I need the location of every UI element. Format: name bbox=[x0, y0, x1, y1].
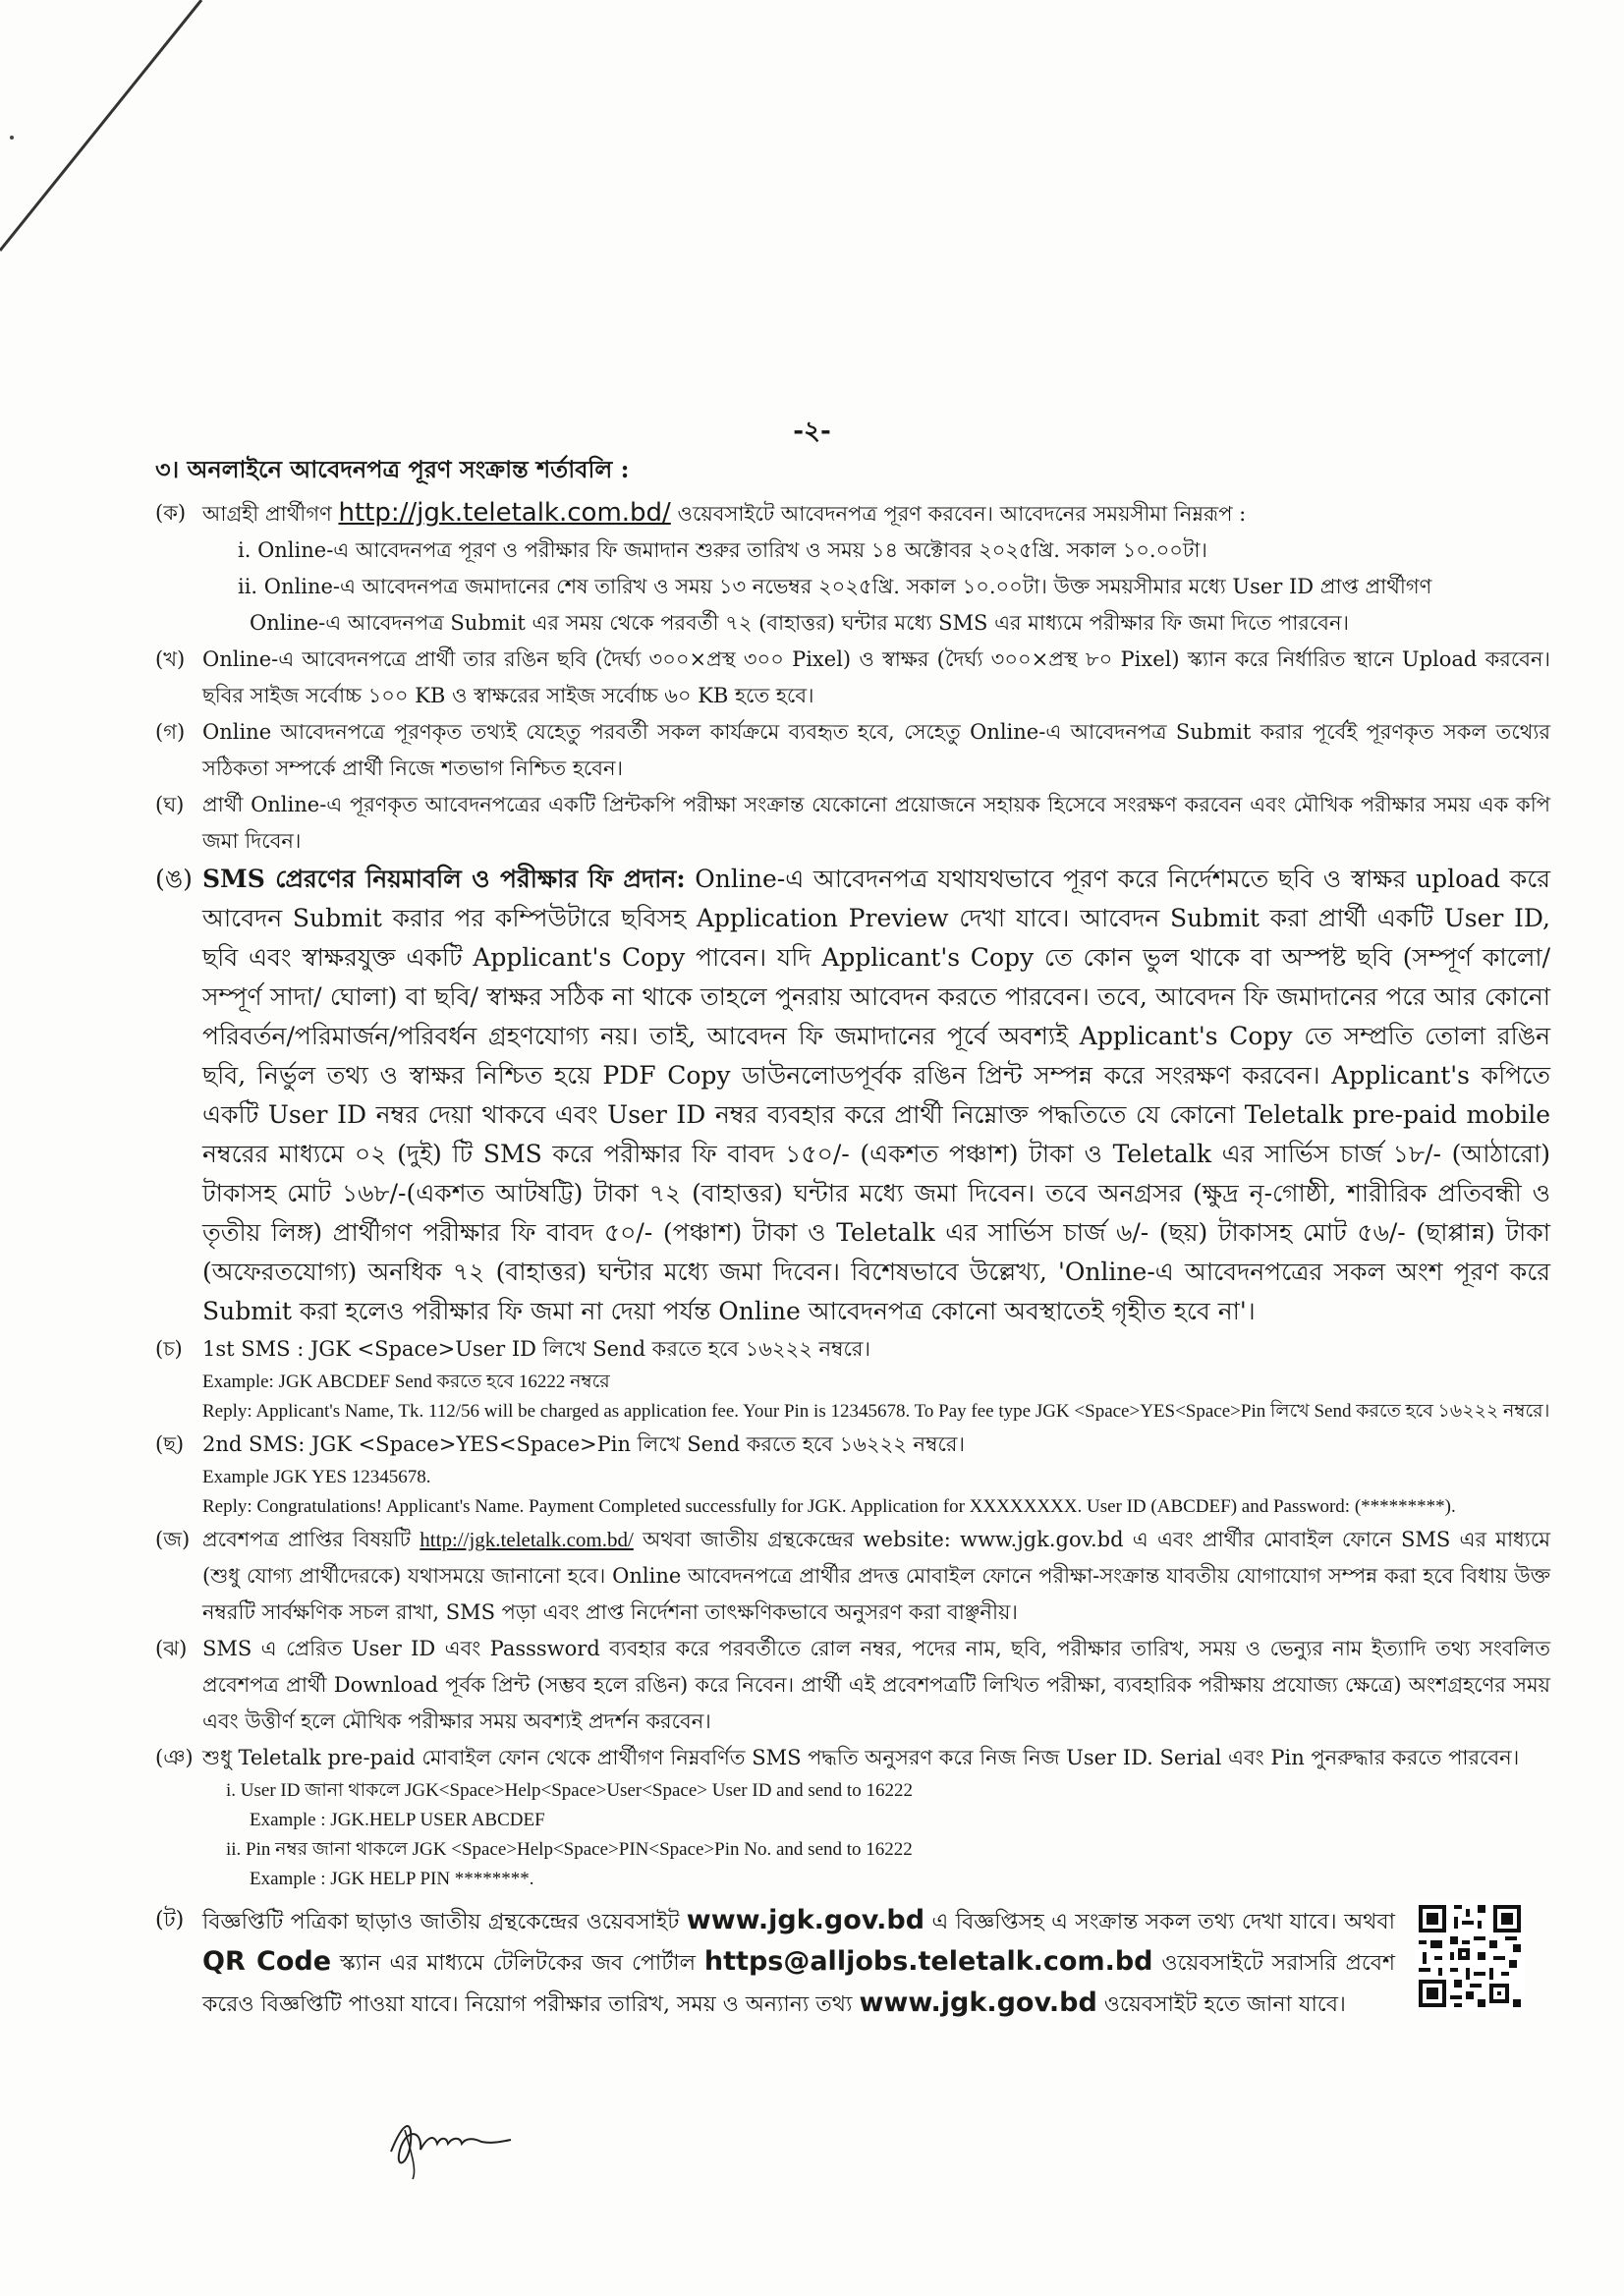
clause-marker: (ট) bbox=[155, 1908, 185, 1932]
clause-ka bbox=[155, 495, 1550, 532]
clause-jha bbox=[155, 1631, 1550, 1740]
clause-text: SMS এ প্রেরিত User ID এবং Passsword ব্যবহার করে পরবর্তীতে রোল নম্বর, পদের নাম, ছবি, পরীক্ষার তারিখ, সময় ও ভেন্যুর নাম ইত্যাদি তথ্য সংবলিত প্রবেশপত্র প্রার্থী Download পূর্বক প্রিন্ট (সম্ভব হলে রঙিন) করে নিবেন। প্রার্থী এই প্রবেশপত্রটি লিখিত পরীক্ষা, ব্যবহারিক পরীক্ষায় প্রযোজ্য ক্ষেত্রে) অংশগ্রহণের সময় এবং উত্তীর্ণ হলে মৌখিক পরীক্ষার সময় অবশ্যই প্রদর্শন করবেন। bbox=[202, 1637, 1550, 1733]
sms-reply: Reply: Congratulations! Applicant's Name. Payment Completed successfully for JGK. Application for XXXXXXXX. User ID (ABCDEF) and Password: (*********). bbox=[202, 1496, 1456, 1517]
clause-marker: (গ) bbox=[155, 720, 186, 744]
section-title: ৩। অনলাইনে আবেদনপত্র পূরণ সংক্রান্ত শর্তাবলি : bbox=[155, 455, 630, 483]
admit-card-link[interactable]: http://jgk.teletalk.com.bd/ bbox=[420, 1528, 634, 1551]
clause-text: 1st SMS : JGK <Space>User ID লিখে Send করতে হবে ১৬২২২ নম্বরে। bbox=[202, 1337, 870, 1361]
recovery-user-id-example: Example : JGK.HELP USER ABCDEF bbox=[250, 1810, 545, 1830]
sms-reply: Reply: Applicant's Name, Tk. 112/56 will be charged as application fee. Your Pin is 12345678. To Pay fee type JGK <Space>YES<Space>Pin লিখে Send করতে হবে ১৬২২২ নম্বরে। bbox=[202, 1401, 1550, 1422]
clause-text: Online-এ আবেদনপত্র যথাযথভাবে পূরণ করে নির্দেশমতে ছবি ও স্বাক্ষর upload করে আবেদন Submit করার পর কম্পিউটারে ছবিসহ Application Preview দেখা যাবে। আবেদন Submit করা প্রার্থী একটি User ID, ছবি এবং স্বাক্ষরযুক্ত একটি Applicant's Copy পাবেন। যদি Applicant's Copy তে কোন ভুল থাকে বা অস্পষ্ট ছবি (সম্পূর্ণ কালো/ সম্পূর্ণ সাদা/ ঘোলা) বা ছবি/ স্বাক্ষর সঠিক না থাকে তাহলে পুনরায় আবেদন করতে পারবেন। তবে, আবেদন ফি জমাদানের পরে আর কোনো পরিবর্তন/পরিমার্জন/পরিবর্ধন গ্রহণযোগ্য নয়। তাই, আবেদন ফি জমাদানের পূর্বে অবশ্যই Applicant's Copy তে সম্প্রতি তোলা রঙিন ছবি, নির্ভুল তথ্য ও স্বাক্ষর নিশ্চিত হয়ে PDF Copy ডাউনলোডপূর্বক রঙিন প্রিন্ট সম্পন্ন করে সংরক্ষণ করবেন। Applicant's কপিতে একটি User ID নম্বর দেয়া থাকবে এবং User ID নম্বর ব্যবহার করে প্রার্থী নিম্নোক্ত পদ্ধতিতে যে কোনো Teletalk pre-paid mobile নম্বরের মাধ্যমে ০২ (দুই) টি SMS করে পরীক্ষার ফি বাবদ ১৫০/- (একশত পঞ্চাশ) টাকা ও Teletalk এর সার্ভিস চার্জ ১৮/- (আঠারো) টাকাসহ মোট ১৬৮/-(একশত আটষট্টি) টাকা ৭২ (বাহাত্তর) ঘন্টার মধ্যে জমা দিবেন। তবে অনগ্রসর (ক্ষুদ্র নৃ-গোষ্ঠী, শারীরিক প্রতিবন্ধী ও তৃতীয় লিঙ্গ) প্রার্থীগণ পরীক্ষার ফি বাবদ ৫০/- (পঞ্চাশ) টাকা ও Teletalk এর সার্ভিস চার্জ ৬/- (ছয়) টাকাসহ মোট ৫৬/- (ছাপ্পান্ন) টাকা (অফেরতযোগ্য) অনধিক ৭২ (বাহাত্তর) ঘন্টার মধ্যে জমা দিবেন। বিশেষভাবে উল্লেখ্য, 'Online-এ আবেদনপত্রের সকল অংশ পূরণ করে Submit করা হলেও পরীক্ষার ফি জমা না দেয়া পর্যন্ত Online আবেদনপত্র কোনো অবস্থাতেই গৃহীত হবে না'। bbox=[202, 865, 1550, 1325]
recovery-pin-example: Example : JGK HELP PIN ********. bbox=[250, 1869, 534, 1889]
clause-marker: (ঘ) bbox=[155, 793, 185, 816]
clause-text: ওয়েবসাইট হতে জানা যাবে। bbox=[1103, 1992, 1346, 2017]
clause-ka-ii: ii. Online-এ আবেদনপত্র জমাদানের শেষ তারিখ ও সময় ১৩ নভেম্বর ২০২৫খ্রি. সকাল ১০.০০টা। উক্ত সময়সীমার মধ্যে User ID প্রাপ্ত প্রার্থীগণ bbox=[238, 575, 1432, 598]
clause-text: এ বিজ্ঞপ্তিসহ এ সংক্রান্ত সকল তথ্য দেখা যাবে। অথবা bbox=[931, 1910, 1395, 1934]
jgk-website-link[interactable]: www.jgk.gov.bd bbox=[686, 1905, 925, 1935]
jgk-website-link-2[interactable]: www.jgk.gov.bd bbox=[859, 1988, 1097, 2018]
clause-text: ওয়েবসাইটে সরাসরি প্রবেশ করেও বিজ্ঞপ্তিটি পাওয়া যাবে। নিয়োগ পরীক্ষার তারিখ, সময় ও অন্যান্য তথ্য bbox=[202, 1951, 1396, 2017]
qr-code-icon[interactable] bbox=[1415, 1901, 1525, 2011]
clause-chha bbox=[155, 1427, 1550, 1463]
qr-code-label: QR Code bbox=[202, 1946, 332, 1977]
clause-marker: (ঝ) bbox=[155, 1637, 188, 1660]
clause-marker: (জ) bbox=[155, 1528, 191, 1551]
clause-text: বিজ্ঞপ্তিটি পত্রিকা ছাড়াও জাতীয় গ্রন্থকেন্দ্রের ওয়েবসাইট bbox=[202, 1910, 680, 1934]
clause-uma bbox=[155, 860, 1550, 1331]
clause-text: প্রার্থী Online-এ পূরণকৃত আবেদনপত্রের একটি প্রিন্টকপি পরীক্ষা সংক্রান্ত যেকোনো প্রয়োজনে সহায়ক হিসেবে সংরক্ষণ করবেন এবং মৌখিক পরীক্ষার সময় এক কপি জমা দিবেন। bbox=[202, 793, 1550, 853]
clause-heading: SMS প্রেরণের নিয়মাবলি ও পরীক্ষার ফি প্রদান: bbox=[202, 865, 686, 893]
recovery-pin: ii. Pin নম্বর জানা থাকলে JGK <Space>Help<Space>PIN<Space>Pin No. and send to 16222 bbox=[226, 1839, 913, 1860]
clause-marker: (খ) bbox=[155, 647, 186, 671]
clause-marker: (ছ) bbox=[155, 1432, 185, 1456]
scan-artifact-line bbox=[0, 0, 216, 295]
clause-ka-ii-cont: Online-এ আবেদনপত্র Submit এর সময় থেকে পরবর্তী ৭২ (বাহাত্তর) ঘন্টার মধ্যে SMS এর মাধ্যমে পরীক্ষার ফি জমা দিতে পারবেন। bbox=[250, 611, 1350, 635]
clause-text: প্রবেশপত্র প্রাপ্তির বিষয়টি bbox=[202, 1528, 412, 1551]
clause-nya bbox=[155, 1740, 1550, 1776]
sms-example: Example JGK YES 12345678. bbox=[202, 1467, 431, 1487]
clause-marker: (ঙ) bbox=[155, 865, 193, 893]
clause-text: শুধু Teletalk pre-paid মোবাইল ফোন থেকে প্রার্থীগণ নিম্নবর্ণিত SMS পদ্ধতি অনুসরণ করে নিজ নিজ User ID. Serial এবং Pin পুনরুদ্ধার করতে পারবেন। bbox=[202, 1746, 1520, 1769]
clause-ja bbox=[155, 1522, 1550, 1631]
clause-text: ওয়েবসাইটে আবেদনপত্র পূরণ করবেন। আবেদনের সময়সীমা নিম্নরূপ : bbox=[677, 502, 1247, 526]
sms-example: Example: JGK ABCDEF Send করতে হবে 16222 নম্বরে bbox=[202, 1372, 610, 1392]
clause-marker: (চ) bbox=[155, 1337, 183, 1361]
clause-kha bbox=[155, 642, 1550, 714]
teletalk-jobs-link[interactable]: https@alljobs.teletalk.com.bd bbox=[703, 1946, 1153, 1977]
clause-text: অথবা জাতীয় গ্রন্থকেন্দ্রের website: www.jgk.gov.bd এ এবং প্রার্থীর মোবাইল ফোনে SMS এর মাধ্যমে (শুধু যোগ্য প্রার্থীদেরকে) যথাসময়ে জানানো হবে। Online আবেদনপত্রে প্রার্থীর প্রদত্ত মোবাইল ফোনে পরীক্ষা-সংক্রান্ত যাবতীয় যোগাযোগ সম্পন্ন করা হবে বিধায় উক্ত নম্বরটি সার্বক্ষণিক সচল রাখা, SMS পড়া এবং প্রাপ্ত নির্দেশনা তাৎক্ষণিকভাবে অনুসরণ করা বাঞ্ছনীয়। bbox=[202, 1528, 1550, 1624]
clause-marker: (ঞ) bbox=[155, 1746, 194, 1769]
clause-text: স্ক্যান এর মাধ্যমে টেলিটকের জব পোর্টাল bbox=[339, 1951, 697, 1976]
clause-gha bbox=[155, 787, 1550, 860]
clause-text: Online আবেদনপত্রে পূরণকৃত তথ্যই যেহেতু পরবর্তী সকল কার্যক্রমে ব্যবহৃত হবে, সেহেতু Online-এ আবেদনপত্র Submit করার পূর্বেই পূরণকৃত সকল তথ্যের সঠিকতা সম্পর্কে প্রার্থী নিজে শতভাগ নিশ্চিত হবেন। bbox=[202, 720, 1550, 780]
clause-cha bbox=[155, 1331, 1550, 1368]
section-3 bbox=[155, 452, 1550, 1894]
clause-text: 2nd SMS: JGK <Space>YES<Space>Pin লিখে Send করতে হবে ১৬২২২ নম্বরে। bbox=[202, 1432, 965, 1456]
clause-ta-text bbox=[155, 1901, 1395, 2025]
recovery-user-id: i. User ID জানা থাকলে JGK<Space>Help<Space>User<Space> User ID and send to 16222 bbox=[226, 1780, 913, 1801]
application-site-link[interactable]: http://jgk.teletalk.com.bd/ bbox=[338, 498, 671, 528]
clause-ka-i: i. Online-এ আবেদনপত্র পূরণ ও পরীক্ষার ফি জমাদান শুরুর তারিখ ও সময় ১৪ অক্টোবর ২০২৫খ্রি. সকাল ১০.০০টা। bbox=[238, 538, 1207, 562]
signature-mark bbox=[383, 2112, 521, 2181]
clause-marker: (ক) bbox=[155, 501, 187, 525]
page-number: -২- bbox=[793, 417, 831, 446]
clause-text: আগ্রহী প্রার্থীগণ bbox=[202, 502, 332, 526]
clause-ta bbox=[155, 1901, 1395, 2025]
clause-ga bbox=[155, 714, 1550, 787]
clause-text: Online-এ আবেদনপত্রে প্রার্থী তার রঙিন ছবি (দৈর্ঘ্য ৩০০×প্রস্থ ৩০০ Pixel) ও স্বাক্ষর (দৈর্ঘ্য ৩০০×প্রস্থ ৮০ Pixel) স্ক্যান করে নির্ধারিত স্থানে Upload করবেন। ছবির সাইজ সর্বোচ্চ ১০০ KB ও স্বাক্ষরের সাইজ সর্বোচ্চ ৬০ KB হতে হবে। bbox=[202, 647, 1550, 707]
